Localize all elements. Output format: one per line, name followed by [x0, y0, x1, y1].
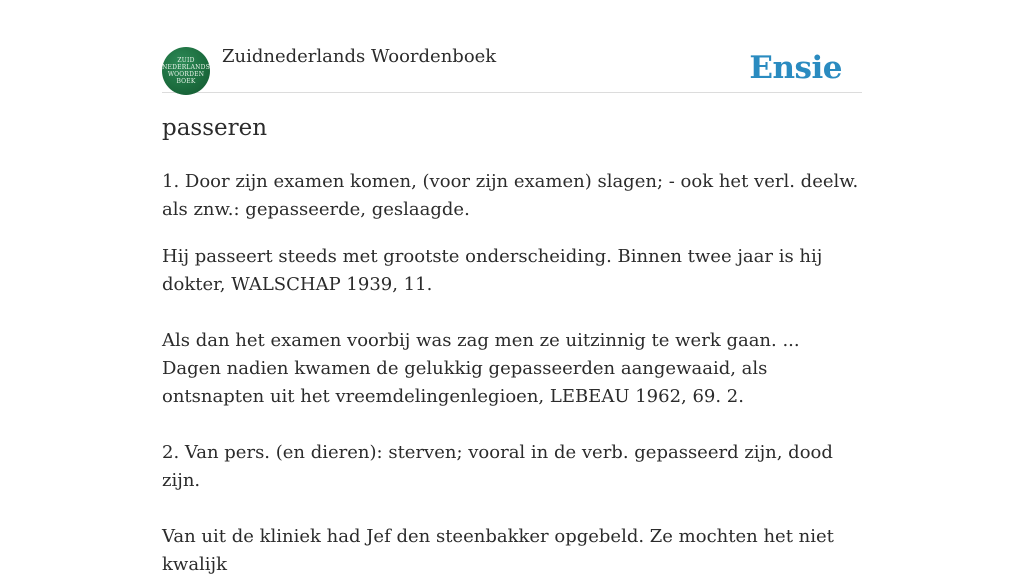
- logo-line: ZUID: [177, 57, 195, 64]
- example-paragraph: Hij passeert steeds met grootste onderscheiding. Binnen twee jaar is hij dokter, WALSCHAP 1939, 11.: [162, 246, 823, 295]
- header: [162, 0, 862, 93]
- example-paragraph: Als dan het examen voorbij was zag men ze uitzinnig te werk gaan. ... Dagen nadien kwamen de gelukkig gepasseerden aangewaaid, als ontsnapten uit het vreemdelingenlegioen, LEBEAU 1962, 69. 2.: [162, 330, 800, 407]
- ensie-brand-logo[interactable]: Ensie: [749, 50, 842, 86]
- spacer: [162, 411, 862, 439]
- definition-paragraph: 2. Van pers. (en dieren): sterven; vooral in de verb. gepasseerd zijn, dood zijn.: [162, 442, 833, 491]
- source-name-link[interactable]: Zuidnederlands Woordenboek: [222, 46, 497, 67]
- entry-content: [162, 168, 862, 579]
- source-logo[interactable]: [162, 47, 210, 95]
- spacer: [162, 495, 862, 523]
- logo-line: NEDERLANDS: [162, 64, 210, 71]
- example-paragraph: Van uit de kliniek had Jef den steenbakker opgebeld. Ze mochten het niet kwalijk: [162, 526, 834, 575]
- entry-term: passeren: [162, 115, 268, 141]
- page-container: [162, 0, 862, 575]
- logo-line: BOEK: [176, 78, 196, 85]
- spacer: [162, 224, 862, 243]
- logo-line: WOORDEN: [167, 71, 205, 78]
- definition-paragraph: 1. Door zijn examen komen, (voor zijn examen) slagen; - ook het verl. deelw. als znw.: gepasseerde, geslaagde.: [162, 171, 859, 220]
- spacer: [162, 299, 862, 327]
